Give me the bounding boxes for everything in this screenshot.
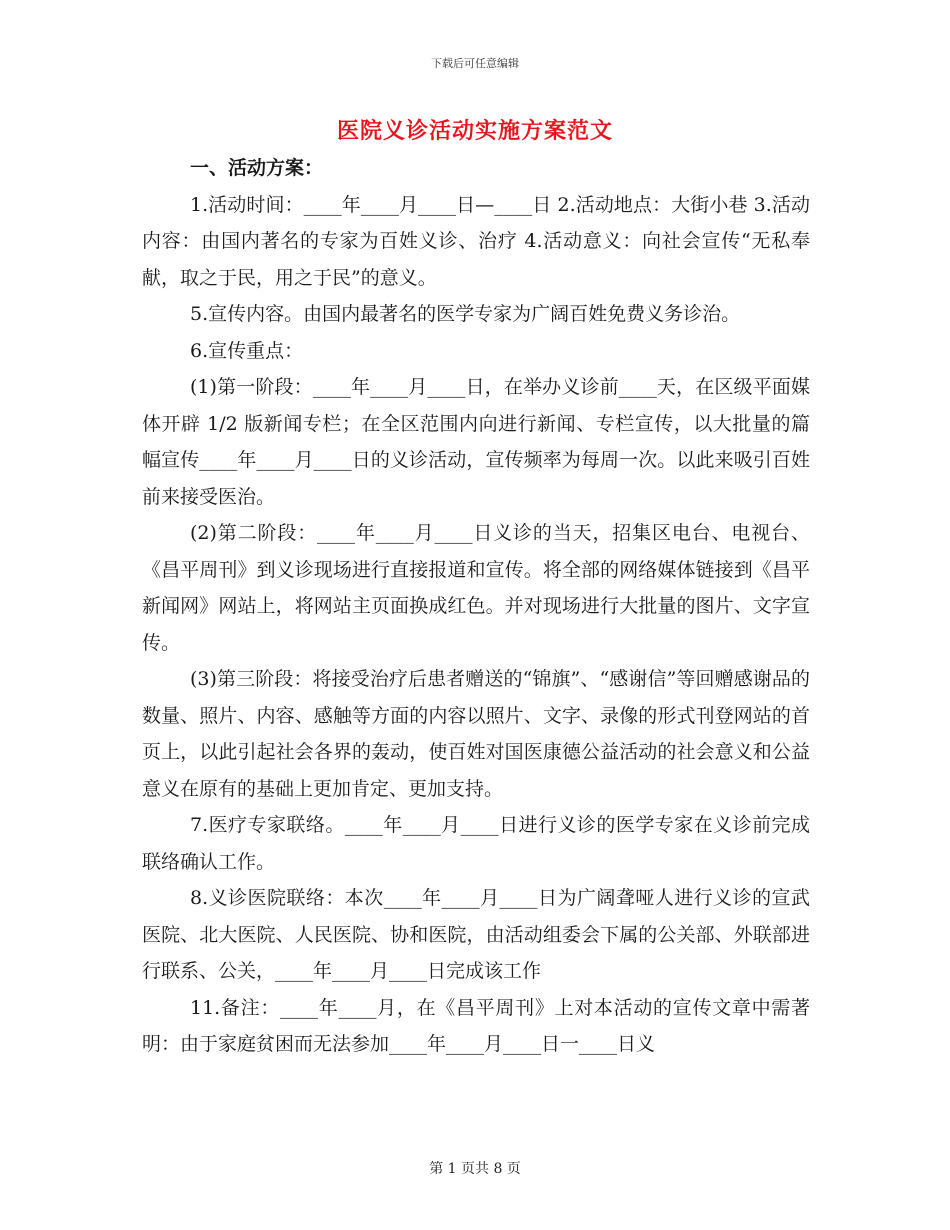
paragraph-stage-2: (2)第二阶段：____年____月____日义诊的当天，招集区电台、电视台、《昌平周刊》到义诊现场进行直接报道和宣传。将全部的网络媒体链接到《昌平新闻网》网站上，将网站主页面换成红色。并对现场进行大批量的图片、文字宣传。 — [142, 522, 810, 654]
paragraph-stage-1: (1)第一阶段：____年____月____日，在举办义诊前____天，在区级平面媒体开辟 1/2 版新闻专栏；在全区范围内向进行新闻、专栏宣传，以大批量的篇幅宣传____年____月____日的义诊活动，宣传频率为每周一次。以此来吸引百姓前来接受医治。 — [142, 376, 810, 508]
page-header: 下载后可任意编辑 — [431, 57, 519, 70]
paragraph-stage-3: (3)第三阶段：将接受治疗后患者赠送的“锦旗”、“感谢信”等回赠感谢品的数量、照片、内容、感触等方面的内容以照片、文字、录像的形式刊登网站的首页上，以此引起社会各界的轰动，使百姓对国医康德公益活动的社会意义和公益意义在原有的基础上更加肯定、更加支持。 — [142, 668, 810, 800]
paragraph-publicity-content: 5.宣传内容。由国内最著名的医学专家为广阔百姓免费义务诊治。 — [190, 303, 741, 325]
document-title: 医院义诊活动实施方案范文 — [336, 118, 613, 144]
document-body — [142, 150, 810, 1063]
paragraph-publicity-focus: 6.宣传重点： — [190, 339, 304, 362]
paragraph-expert-contact: 7.医疗专家联络。____年____月____日进行义诊的医学专家在义诊前完成联络确认工作。 — [142, 814, 810, 873]
page-footer: 第 1 页共 8 页 — [429, 1161, 521, 1177]
section-heading: 一、活动方案： — [190, 157, 324, 179]
paragraph-activity-info: 1.活动时间：____年____月____日—____日 2.活动地点：大街小巷 3.活动内容：由国内著名的专家为百姓义诊、治疗 4.活动意义：向社会宣传“无私奉献，取之于民，用之于民”的意义。 — [142, 193, 810, 289]
paragraph-remarks: 11.备注：____年____月，在《昌平周刊》上对本活动的宣传文章中需著明：由于家庭贫困而无法参加____年____月____日一____日义 — [142, 996, 810, 1055]
paragraph-hospital-contact: 8.义诊医院联络：本次____年____月____日为广阔聋哑人进行义诊的宣武医院、北大医院、人民医院、协和医院，由活动组委会下属的公关部、外联部进行联系、公关，____年____月____日完成该工作 — [142, 887, 810, 982]
